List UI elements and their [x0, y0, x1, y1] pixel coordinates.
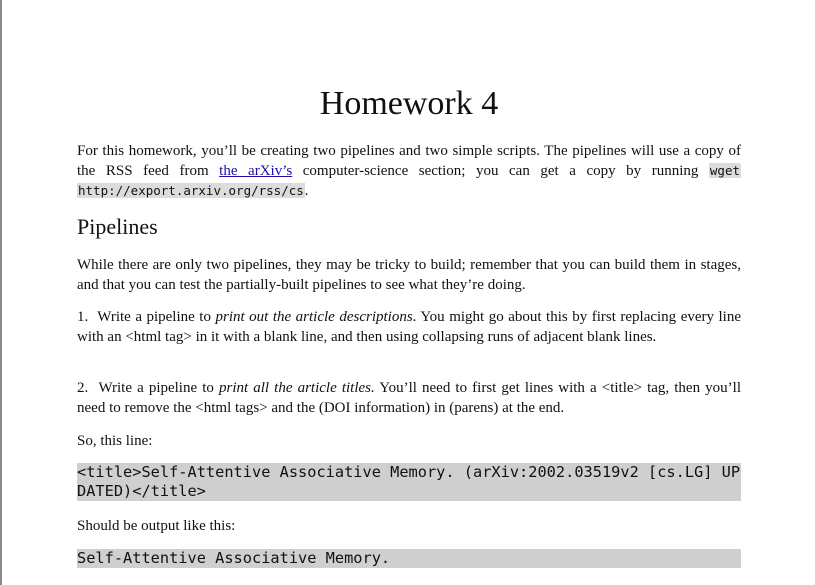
item-number: 1. [77, 309, 89, 325]
intro-paragraph [77, 141, 741, 201]
so-this-line-text: So, this line: [77, 433, 153, 449]
page-title: Homework 4 [319, 85, 499, 122]
item-rest: You’ll need to first get lines with a <title> tag, then you’ll need to remove the <html tags> and the (DOI information) in (parens) at the end. [77, 380, 742, 416]
wget-command: wget [709, 163, 741, 178]
item-number: 2. [77, 380, 89, 396]
page-left-border [0, 0, 2, 585]
pipeline-item-1 [77, 307, 741, 347]
pipeline-item-2 [77, 378, 741, 418]
should-be-output-text: Should be output like this: [77, 518, 236, 534]
intro-text-end: . [304, 183, 309, 199]
section-heading-pipelines: Pipelines [77, 214, 158, 239]
rss-url: http://export.arxiv.org/rss/cs [78, 183, 304, 198]
code-example-output: Self-Attentive Associative Memory. [77, 549, 741, 568]
intro-text-start: For this homework, you’ll be creating two pipelines and two simple scripts. The pipelines will use a copy of the RSS feed from [77, 143, 741, 179]
item-lead: Write a pipeline to [97, 309, 216, 325]
code-example-input: <title>Self-Attentive Associative Memory. (arXiv:2002.03519v2 [cs.LG] UPDATED)</title> [77, 463, 741, 500]
pipelines-intro-paragraph: While there are only two pipelines, they may be tricky to build; remember that you can build them in stages, and that you can test the partially-built pipelines to see what they’re doing. [77, 257, 741, 293]
intro-text-middle: computer-science section; you can get a copy by running [292, 163, 709, 179]
arxiv-link[interactable]: the arXiv’s [219, 163, 293, 179]
item-lead: Write a pipeline to [98, 380, 219, 396]
item-emphasis: print all the article titles. [218, 380, 375, 396]
item-rest: . You might go about this by first replacing every line with an <html tag> in it with a blank line, and then using collapsing runs of adjacent blank lines. [77, 309, 741, 345]
item-emphasis: print out the article descriptions [215, 309, 413, 325]
